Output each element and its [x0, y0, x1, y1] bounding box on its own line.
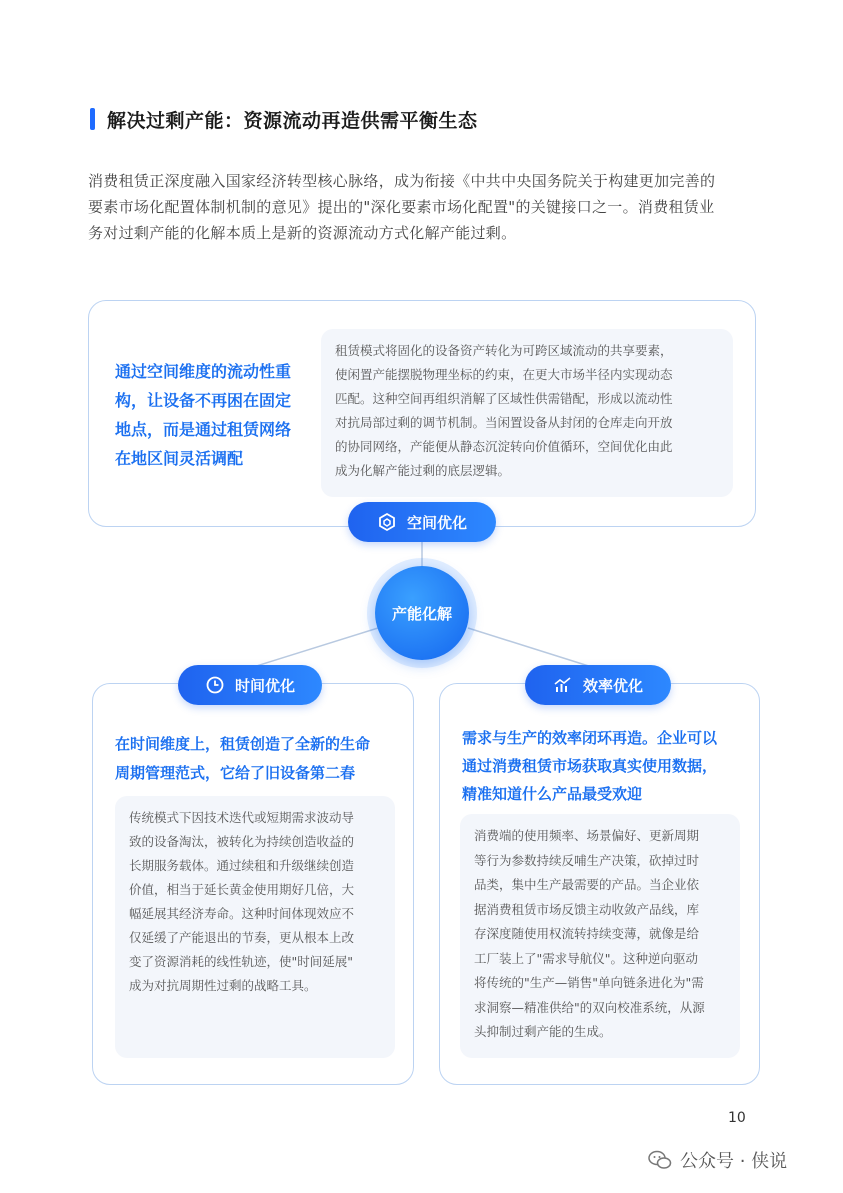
body-line: 幅延展其经济寿命。这种时间体现效应不	[129, 906, 355, 921]
space-optimization-pill	[348, 502, 496, 542]
time-optimization-pill	[178, 665, 322, 705]
watermark-text: 公众号 · 侠说	[680, 1151, 788, 1172]
body-line: 致的设备淘汰，被转化为持续创造收益的	[129, 834, 355, 849]
efficiency-optimization-card	[439, 683, 760, 1085]
time-highlight	[115, 730, 405, 788]
watermark	[648, 1147, 787, 1173]
body-line: 的协同网络，产能便从静态沉淀转向价值循环，空间优化由此	[335, 439, 673, 454]
body-line: 租赁模式将固化的设备资产转化为可跨区域流动的共享要素，	[335, 343, 673, 358]
space-description	[321, 329, 733, 497]
pill-label: 效率优化	[582, 676, 643, 695]
body-line: 变了资源消耗的线性轨迹，使"时间延展"	[129, 954, 353, 969]
intro-line: 消费租赁正深度融入国家经济转型核心脉络，成为衔接《中共中央国务院关于构建更加完善的	[88, 172, 716, 190]
body-line: 存深度随使用权流转持续变薄，就像是给	[474, 926, 700, 941]
time-optimization-card	[92, 683, 414, 1085]
highlight-line: 在时间维度上，租赁创造了全新的生命	[115, 735, 371, 753]
efficiency-description	[460, 814, 740, 1058]
body-line: 品类，集中生产最需要的产品。当企业依	[474, 877, 700, 892]
chart-icon	[553, 675, 573, 695]
highlight-line: 地点，而是通过租赁网络	[115, 420, 292, 439]
body-line: 匹配。这种空间再组织消解了区域性供需错配，形成以流动性	[335, 391, 673, 406]
intro-line: 要素市场化配置体制机制的意见》提出的"深化要素市场化配置"的关键接口之一。消费租赁业	[88, 198, 715, 216]
highlight-line: 周期管理范式，它给了旧设备第二春	[115, 764, 356, 782]
body-line: 使闲置产能摆脱物理坐标的约束，在更大市场半径内实现动态	[335, 367, 673, 382]
highlight-line: 需求与生产的效率闭环再造。企业可以	[462, 729, 718, 747]
page-number: 10	[728, 1110, 746, 1126]
efficiency-optimization-pill	[525, 665, 671, 705]
body-line: 价值，相当于延长黄金使用期好几倍，大	[129, 882, 355, 897]
space-highlight	[115, 357, 315, 473]
intro-line: 务对过剩产能的化解本质上是新的资源流动方式化解产能过剩。	[88, 224, 517, 242]
highlight-line: 在地区间灵活调配	[115, 449, 244, 468]
body-line: 对抗局部过剩的调节机制。当闲置设备从封闭的仓库走向开放	[335, 415, 673, 430]
wechat-icon	[648, 1150, 672, 1170]
highlight-line: 构，让设备不再困在固定	[115, 391, 292, 410]
body-line: 将传统的"生产—销售"单向链条进化为"需	[474, 975, 704, 990]
clock-icon	[205, 675, 225, 695]
highlight-line: 精准知道什么产品最受欢迎	[462, 785, 643, 803]
pill-label: 时间优化	[234, 676, 295, 695]
body-line: 头抑制过剩产能的生成。	[474, 1024, 612, 1039]
body-line: 传统模式下因技术迭代或短期需求波动导	[129, 810, 355, 825]
capacity-resolution-hub	[375, 566, 469, 660]
time-description	[115, 796, 395, 1058]
cube-icon	[377, 512, 397, 532]
pill-label: 空间优化	[406, 513, 467, 532]
highlight-line: 通过空间维度的流动性重	[115, 362, 292, 381]
space-optimization-card	[88, 300, 756, 527]
body-line: 成为对抗周期性过剩的战略工具。	[129, 978, 317, 993]
body-line: 仅延缓了产能退出的节奏，更从根本上改	[129, 930, 355, 945]
body-line: 工厂装上了"需求导航仪"。这种逆向驱动	[474, 950, 698, 966]
body-line: 等行为参数持续反哺生产决策，砍掉过时	[474, 852, 700, 868]
page-title: 解决过剩产能：资源流动再造供需平衡生态	[107, 109, 478, 132]
body-line: 据消费租赁市场反馈主动收敛产品线，库	[474, 901, 700, 917]
body-line: 长期服务载体。通过续租和升级继续创造	[129, 858, 355, 873]
body-line: 求洞察—精准供给"的双向校准系统，从源	[474, 999, 705, 1015]
body-line: 成为化解产能过剩的底层逻辑。	[335, 463, 511, 478]
body-line: 消费端的使用频率、场景偏好、更新周期	[474, 828, 700, 843]
efficiency-highlight	[462, 724, 752, 808]
hub-label: 产能化解	[391, 604, 452, 623]
highlight-line: 通过消费租赁市场获取真实使用数据，	[462, 757, 718, 775]
